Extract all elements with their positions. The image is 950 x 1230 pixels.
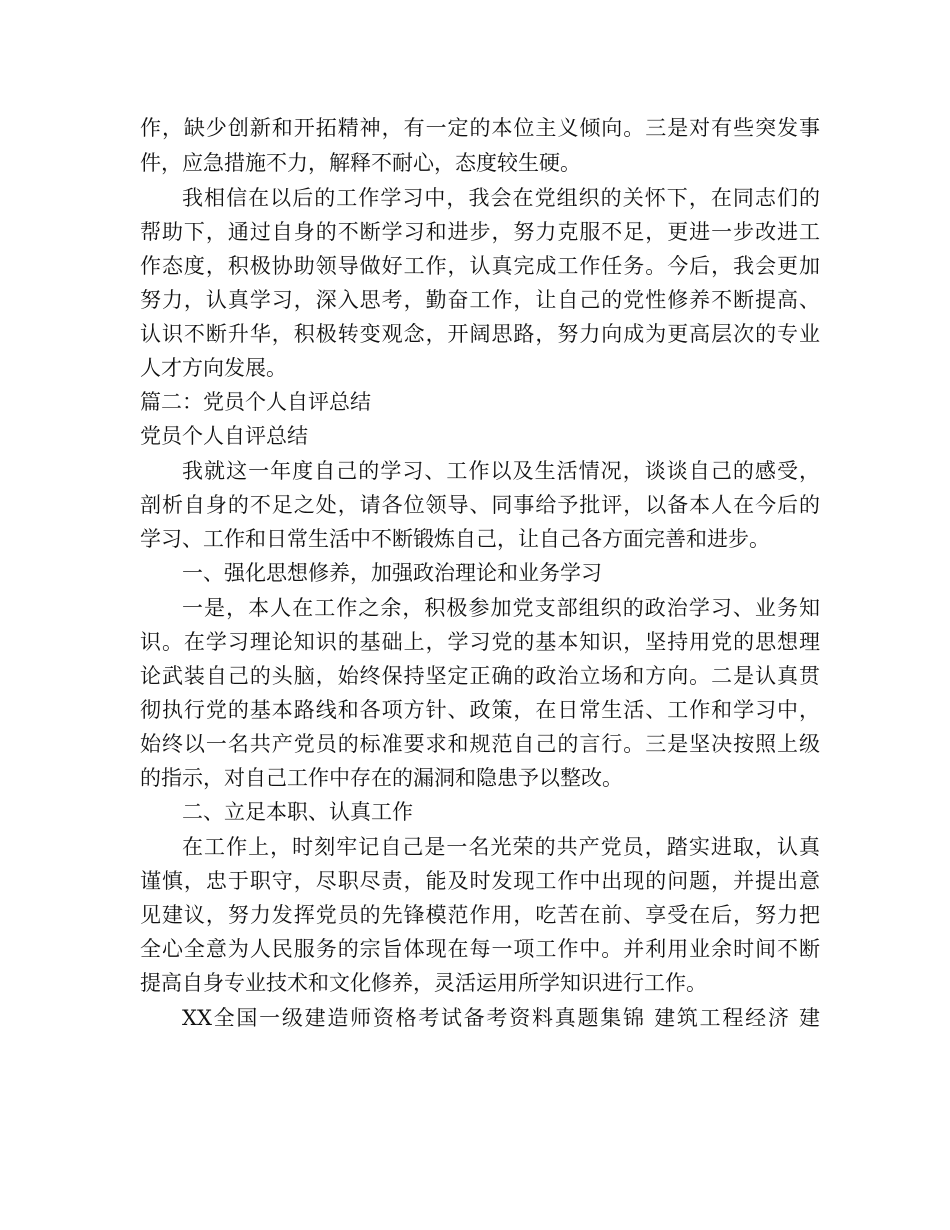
paragraph-line: 全心全意为人民服务的宗旨体现在每一项工作中。并利用业余时间不断 <box>140 937 820 961</box>
paragraph-line: 认识不断升华，积极转变观念，开阔思路，努力向成为更高层次的专业 <box>140 322 820 346</box>
subsection-heading: 一、强化思想修养，加强政治理论和业务学习 <box>182 561 602 585</box>
paragraph-line: 帮助下，通过自身的不断学习和进步，努力克服不足，更进一步改进工 <box>140 220 820 244</box>
paragraph-line: 论武装自己的头脑，始终保持坚定正确的政治立场和方向。二是认真贯 <box>140 664 820 688</box>
paragraph-line: 提高自身专业技术和文化修养，灵活运用所学知识进行工作。 <box>140 971 707 995</box>
paragraph-line: 件，应急措施不力，解释不耐心，态度较生硬。 <box>140 151 581 175</box>
paragraph-line: 见建议，努力发挥党员的先锋模范作用，吃苦在前、享受在后，努力把 <box>140 903 820 927</box>
paragraph-line: 我相信在以后的工作学习中，我会在党组织的关怀下，在同志们的 <box>182 186 820 210</box>
paragraph-line: 一是，本人在工作之余，积极参加党支部组织的政治学习、业务知 <box>182 596 820 620</box>
document-title: 党员个人自评总结 <box>140 424 308 448</box>
section-heading: 篇二：党员个人自评总结 <box>140 390 371 414</box>
subsection-heading: 二、立足本职、认真工作 <box>182 800 413 824</box>
paragraph-line: 努力，认真学习，深入思考，勤奋工作，让自己的党性修养不断提高、 <box>140 288 820 312</box>
paragraph-line: 作，缺少创新和开拓精神，有一定的本位主义倾向。三是对有些突发事 <box>140 116 820 140</box>
paragraph-line: 彻执行党的基本路线和各项方针、政策，在日常生活、工作和学习中， <box>140 698 820 722</box>
paragraph-line: 人才方向发展。 <box>140 356 287 380</box>
paragraph-line: 学习、工作和日常生活中不断锻炼自己，让自己各方面完善和进步。 <box>140 527 770 551</box>
paragraph-line: XX全国一级建造师资格考试备考资料真题集锦 建筑工程经济 建 <box>182 1006 820 1030</box>
paragraph-line: 剖析自身的不足之处，请各位领导、同事给予批评，以备本人在今后的 <box>140 493 820 517</box>
paragraph-line: 始终以一名共产党员的标准要求和规范自己的言行。三是坚决按照上级 <box>140 732 820 756</box>
paragraph-line: 在工作上，时刻牢记自己是一名光荣的共产党员，踏实进取，认真 <box>182 835 820 859</box>
paragraph-line: 我就这一年度自己的学习、工作以及生活情况，谈谈自己的感受， <box>182 459 820 483</box>
paragraph-line: 的指示，对自己工作中存在的漏洞和隐患予以整改。 <box>140 766 623 790</box>
paragraph-line: 谨慎，忠于职守，尽职尽责，能及时发现工作中出现的问题，并提出意 <box>140 869 820 893</box>
paragraph-line: 作态度，积极协助领导做好工作，认真完成工作任务。今后，我会更加 <box>140 254 820 278</box>
paragraph-line: 识。在学习理论知识的基础上，学习党的基本知识，坚持用党的思想理 <box>140 630 820 654</box>
